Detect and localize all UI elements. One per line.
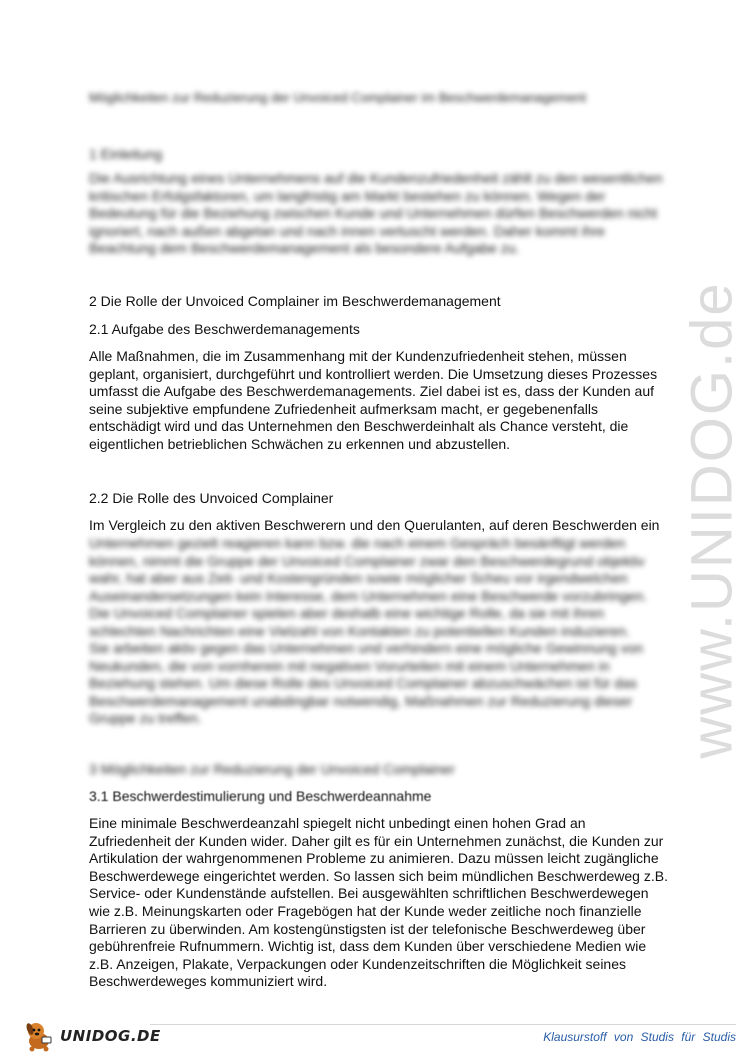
text-line: Gruppe zu treffen.: [89, 710, 202, 726]
text-line: Auseinandersetzungen kein Interesse, dem Unternehmen eine Beschwerde vorzubringen.: [89, 587, 648, 604]
footer-divider: [150, 1024, 736, 1025]
section-2-2-blurred-text: [89, 535, 669, 728]
text-line: Unternehmen gezielt reagieren kann bzw. die nach einem Gespräch besänftigt werden: [89, 535, 626, 551]
dog-mascot-icon: [22, 1019, 56, 1053]
text-line: Sie arbeiten aktiv gegen das Unternehmen und verhindern eine mögliche Gewinnung von: [89, 640, 644, 656]
section-2-2-heading: 2.2 Die Rolle des Unvoiced Complainer: [89, 490, 334, 506]
text-line: Beachtung dem Beschwerdemanagement als besondere Aufgabe zu.: [89, 240, 520, 257]
watermark: www.UNIDOG.de: [679, 281, 745, 759]
text-line: wahr, hat aber aus Zeit- und Kostengründen sowie möglicher Scheu vor irgendwelchen: [89, 570, 628, 586]
section-2-1-text: Alle Maßnahmen, die im Zusammenhang mit der Kundenzufriedenheit stehen, müssen geplant, organisiert, durchgeführt und kontrolliert werden. Die Umsetzung dieses Prozesses umfasst die Aufgabe des Beschwerdemanagements. Ziel dabei ist es, dass der Kunden auf seine subjektive empfundene Zufriedenheit aufmerksam macht, er gegebenenfalls entschädigt wird und das Unternehmen den Beschwerdeinhalt als Chance versteht, die eigentlichen betrieblichen Schwächen zu erkennen und abzustellen.: [89, 348, 658, 452]
text-line: können, nimmt die Gruppe der Unvoiced Complainer zwar den Beschwerdegrund objektiv: [89, 552, 645, 569]
text-line: Beziehung stehen. Um diese Rolle des Unvoiced Complainer abzuschwächen ist für das: [89, 675, 637, 691]
section-1-text: [89, 170, 669, 258]
document-title: Möglichkeiten zur Reduzierung der Unvoiced Complainer im Beschwerdemanagement: [89, 90, 587, 105]
section-2-2-first-line: Im Vergleich zu den aktiven Beschwerern und den Querulanten, auf deren Beschwerden ein: [89, 517, 660, 533]
section-1-heading: 1 Einleitung: [89, 146, 163, 162]
text-line: Die Unvoiced Complainer spielen aber deshalb eine wichtige Rolle, da sie mit ihren: [89, 605, 605, 621]
text-line: schlechten Nachrichten eine Vielzahl von Kontakten zu potentiellen Kunden induzieren.: [89, 622, 630, 639]
text-line: ignoriert, nach außen abgetan und nach innen vertuscht werden. Daher kommt ihre: [89, 222, 605, 239]
text-line: Neukunden, die von vornherein mit negativen Vorurteilen mit einem Unternehmen in: [89, 657, 610, 674]
footer-tagline: Klausurstoff von Studis für Studis: [543, 1030, 736, 1044]
text-line: kritischen Erfolgsfaktoren, um langfristig am Markt bestehen zu können. Wegen der: [89, 187, 606, 204]
text-line: Bedeutung für die Beziehung zwischen Kunde und Unternehmen dürfen Beschwerden nicht: [89, 205, 658, 222]
section-2-heading: 2 Die Rolle der Unvoiced Complainer im Beschwerdemanagement: [89, 293, 501, 309]
text-line: Beschwerdemanagement unabdingbar notwendig, Maßnahmen zur Reduzierung dieser: [89, 692, 633, 709]
text-line: Die Ausrichtung eines Unternehmens auf die Kundenzufriedenheit zählt zu den wesentlichen: [89, 170, 663, 186]
section-3-1-text: Eine minimale Beschwerdeanzahl spiegelt nicht unbedingt einen hohen Grad an Zufriedenheit der Kunden wider. Daher gilt es für ein Unternehmen zunächst, die Kunden zur Artikulation der wahrgenommenen Probleme zu animieren. Dazu müssen leicht zugängliche Beschwerdewege eingerichtet werden. So lassen sich beim mündlichen Beschwerdeweg z.B. Service- oder Kundenstände aufstellen. Bei ausgewählten schriftlichen Beschwerdewegen wie z.B. Meinungskarten oder Fragebögen hat der Kunde weder zeitliche noch finanzielle Barrieren zu überwinden. Am kostengünstigsten ist der telefonische Beschwerdeweg über gebührenfreie Rufnummern. Wichtig ist, dass dem Kunden über verschiedene Medien wie z.B. Anzeigen, Plakate, Verpackungen oder Kundenzeitschriften die Möglichkeit seines Beschwerdeweges kommuniziert wird.: [89, 815, 668, 990]
section-3-heading: 3 Möglichkeiten zur Reduzierung der Unvoiced Complainer: [89, 761, 455, 777]
section-3-1-heading: 3.1 Beschwerdestimulierung und Beschwerdeannahme: [89, 788, 432, 804]
section-2-1-heading: 2.1 Aufgabe des Beschwerdemanagements: [89, 321, 360, 337]
unidog-logo: [22, 1018, 161, 1054]
logo-text: UNIDOG.DE: [60, 1027, 161, 1045]
